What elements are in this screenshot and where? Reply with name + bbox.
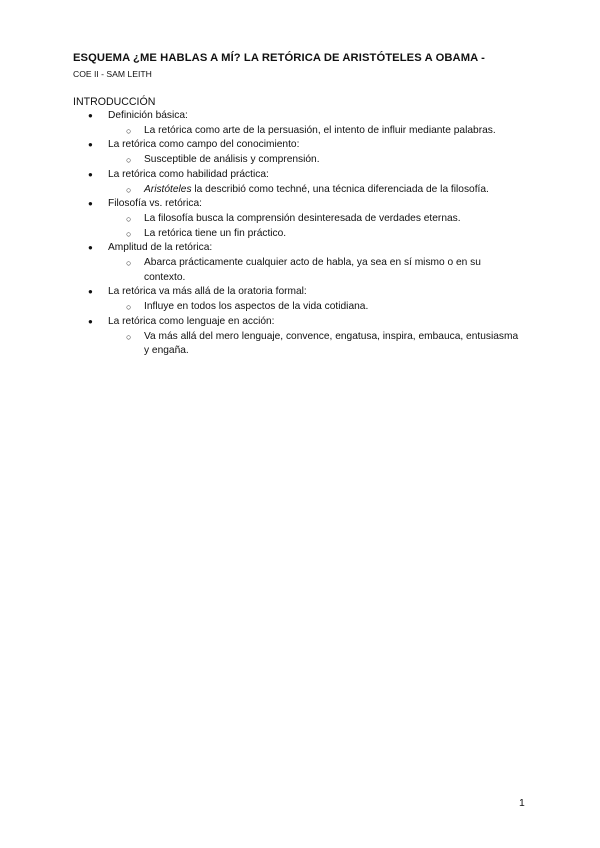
hollow-bullet-icon: ○	[126, 228, 132, 239]
sub-item-emphasis: Aristóteles	[144, 183, 192, 195]
outline-item	[0, 168, 519, 197]
bullet-icon: ●	[88, 287, 93, 297]
bullet-icon: ●	[88, 140, 93, 150]
outline-item-label: La retórica como campo del conocimiento:	[108, 139, 300, 151]
sub-item	[126, 212, 519, 227]
sub-list	[108, 124, 519, 139]
sub-item-text: La retórica tiene un fin práctico.	[144, 227, 287, 239]
sub-item-text: Va más allá del mero lenguaje, convence, engatusa, inspira, embauca, entusiasma y engaña.	[144, 330, 519, 357]
hollow-bullet-icon: ○	[126, 155, 132, 166]
bullet-icon: ●	[88, 199, 93, 209]
bullet-icon: ●	[88, 243, 93, 253]
section-heading: INTRODUCCIÓN	[73, 96, 156, 108]
sub-item-text: La filosofía busca la comprensión desinteresada de verdades eternas.	[144, 212, 461, 224]
outline-item	[0, 138, 519, 167]
sub-item-text: Abarca prácticamente cualquier acto de habla, ya sea en sí mismo o en su contexto.	[144, 257, 481, 283]
hollow-bullet-icon: ○	[126, 302, 132, 313]
page-number: 1	[519, 798, 525, 809]
hollow-bullet-icon: ○	[126, 331, 132, 342]
outline-item	[0, 109, 519, 138]
bullet-icon: ●	[88, 169, 93, 179]
sub-item	[126, 300, 519, 315]
document-title: ESQUEMA ¿ME HABLAS A MÍ? LA RETÓRICA DE ARISTÓTELES A OBAMA -	[73, 52, 485, 64]
sub-list	[108, 183, 519, 198]
sub-item-text: La retórica como arte de la persuasión, el intento de influir mediante palabras.	[144, 124, 496, 136]
sub-item-text: Influye en todos los aspectos de la vida cotidiana.	[144, 301, 369, 313]
bullet-icon: ●	[88, 316, 93, 326]
outline-list	[0, 109, 519, 359]
outline-item-label: La retórica como lenguaje en acción:	[108, 315, 275, 327]
sub-list	[108, 256, 519, 285]
outline-item-label: La retórica como habilidad práctica:	[108, 168, 269, 180]
sub-item	[126, 124, 519, 139]
outline-item-label: Amplitud de la retórica:	[108, 242, 213, 254]
sub-list	[108, 212, 519, 241]
outline-item	[0, 315, 519, 359]
hollow-bullet-icon: ○	[126, 258, 132, 269]
sub-item-text: la describió como techné, una técnica diferenciada de la filosofía.	[191, 183, 489, 195]
sub-item	[126, 256, 519, 285]
outline-item	[0, 285, 519, 314]
sub-list	[108, 300, 519, 315]
sub-item	[126, 330, 519, 359]
outline-item-label: Filosofía vs. retórica:	[108, 198, 202, 210]
outline-item	[0, 197, 519, 241]
hollow-bullet-icon: ○	[126, 184, 132, 195]
outline-item-label: Definición básica:	[108, 110, 188, 121]
hollow-bullet-icon: ○	[126, 213, 132, 224]
sub-item	[126, 153, 519, 168]
sub-list	[108, 330, 519, 359]
sub-item	[126, 227, 519, 242]
document-subtitle: COE II - SAM LEITH	[73, 69, 152, 79]
bullet-icon: ●	[88, 111, 93, 120]
sub-item-text: Susceptible de análisis y comprensión.	[144, 154, 320, 166]
outline-item-label: La retórica va más allá de la oratoria formal:	[108, 286, 307, 298]
sub-list	[108, 153, 519, 168]
outline-item	[0, 241, 519, 285]
sub-item	[126, 183, 519, 198]
hollow-bullet-icon: ○	[126, 125, 132, 136]
